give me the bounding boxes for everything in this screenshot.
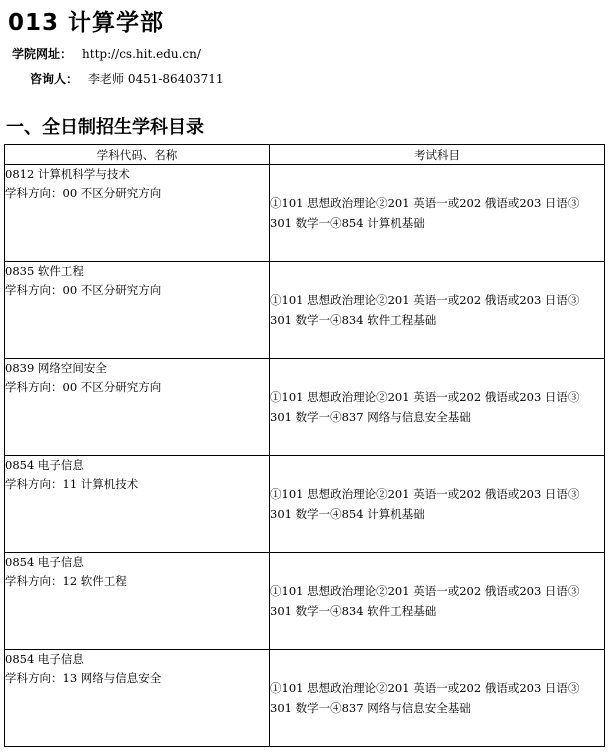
exam-cell [270,262,605,359]
website-row [12,45,201,62]
exam-line-1: ①101 思想政治理论②201 英语一或202 俄语或203 日语③ [270,196,580,210]
exam-line-2: 301 数学一④837 网络与信息安全基础 [270,701,471,715]
table-row [5,262,605,359]
table-header-row [5,145,605,165]
subject-name: 0854 电子信息 [5,458,84,472]
subject-cell [5,650,270,747]
exam-cell [270,553,605,650]
exam-cell [270,165,605,262]
exam-line-1: ①101 思想政治理论②201 英语一或202 俄语或203 日语③ [270,487,580,501]
table-row [5,650,605,747]
column-header-exam: 考试科目 [270,145,605,165]
exam-line-2: 301 数学一④837 网络与信息安全基础 [270,410,471,424]
subject-direction: 学科方向：00 不区分研究方向 [5,186,162,200]
subject-direction: 学科方向：00 不区分研究方向 [5,283,162,297]
section-title: 一、全日制招生学科目录 [6,117,204,138]
contact-value: 李老师 0451-86403711 [88,72,224,86]
column-header-subject: 学科代码、名称 [5,145,270,165]
subject-name: 0854 电子信息 [5,555,84,569]
subject-direction: 学科方向：13 网络与信息安全 [5,671,162,685]
exam-line-1: ①101 思想政治理论②201 英语一或202 俄语或203 日语③ [270,390,580,404]
subject-direction: 学科方向：12 软件工程 [5,574,127,588]
subject-cell [5,262,270,359]
subject-catalog-table [4,144,605,747]
subject-direction: 学科方向：11 计算机技术 [5,477,139,491]
exam-line-1: ①101 思想政治理论②201 英语一或202 俄语或203 日语③ [270,584,580,598]
table-row [5,553,605,650]
contact-row [30,70,224,87]
subject-cell [5,165,270,262]
table-row [5,359,605,456]
exam-line-1: ①101 思想政治理论②201 英语一或202 俄语或203 日语③ [270,293,580,307]
exam-line-1: ①101 思想政治理论②201 英语一或202 俄语或203 日语③ [270,681,580,695]
page-title: 013 计算学部 [8,10,165,36]
exam-cell [270,650,605,747]
contact-label: 咨询人： [30,72,79,86]
exam-line-2: 301 数学一④854 计算机基础 [270,216,425,230]
exam-cell [270,359,605,456]
subject-direction: 学科方向：00 不区分研究方向 [5,380,162,394]
subject-cell [5,359,270,456]
exam-line-2: 301 数学一④834 软件工程基础 [270,604,437,618]
subject-cell [5,456,270,553]
exam-line-2: 301 数学一④834 软件工程基础 [270,313,437,327]
subject-name: 0812 计算机科学与技术 [5,167,130,181]
website-link[interactable]: http://cs.hit.edu.cn/ [82,47,201,61]
subject-cell [5,553,270,650]
table-row [5,165,605,262]
website-label: 学院网址： [12,47,73,61]
exam-line-2: 301 数学一④854 计算机基础 [270,507,425,521]
subject-name: 0854 电子信息 [5,652,84,666]
subject-name: 0835 软件工程 [5,264,84,278]
subject-name: 0839 网络空间安全 [5,361,107,375]
table-row [5,456,605,553]
exam-cell [270,456,605,553]
